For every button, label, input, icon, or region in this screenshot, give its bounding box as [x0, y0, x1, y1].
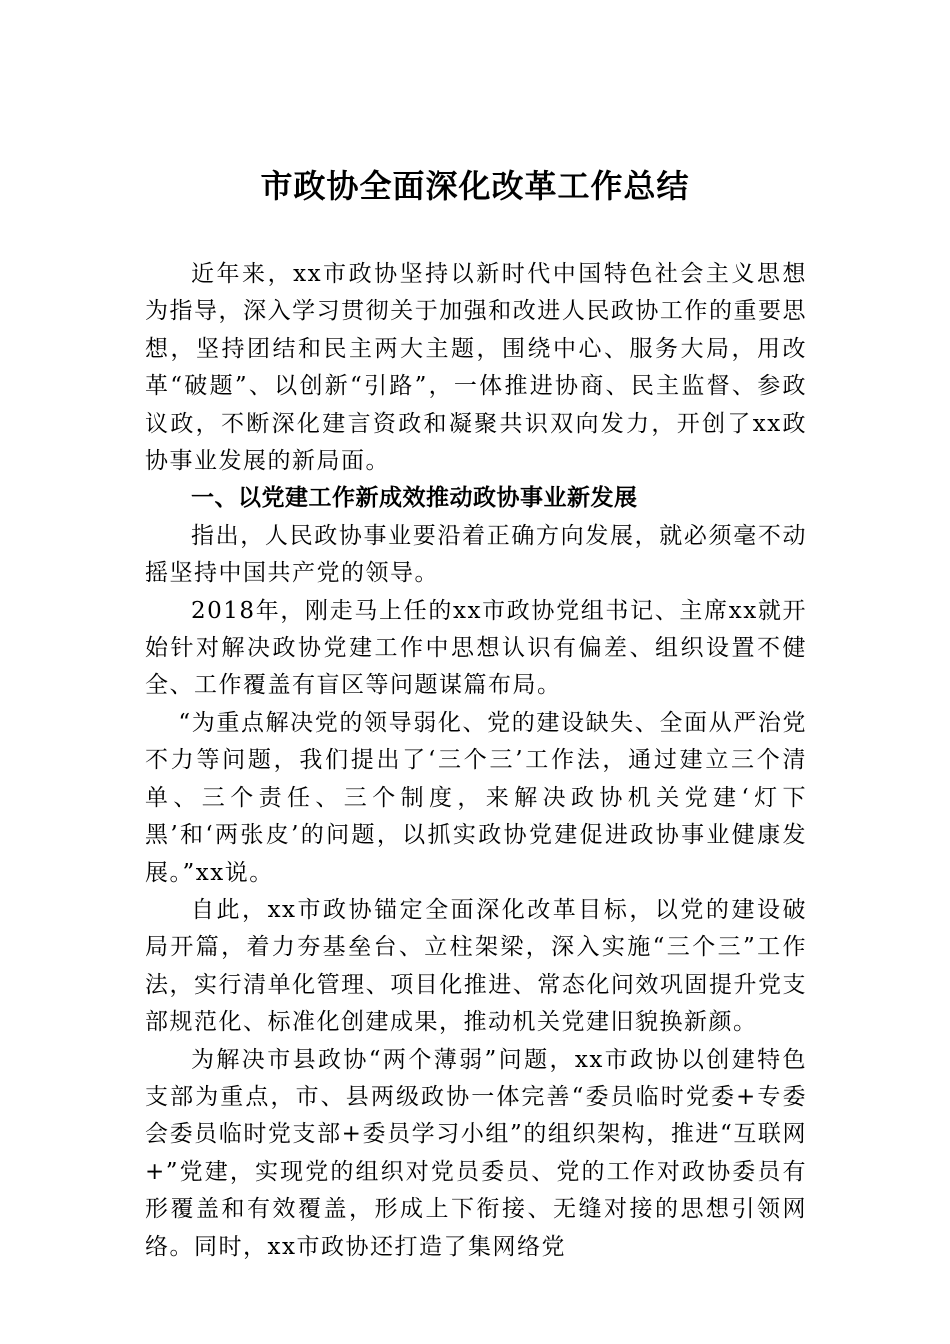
paragraph: 为解决市县政协“两个薄弱”问题，xx市政协以创建特色支部为重点，市、县两级政协一体完善“委员临时党委+专委会委员临时党支部+委员学习小组”的组织架构，推进“互联网+”党建，实现党的组织对党员委员、党的工作对政协委员有形覆盖和有效覆盖，形成上下衔接、无缝对接的思想引领网络。同时，xx市政协还打造了集网络党: [145, 1046, 807, 1260]
paragraph-intro: 近年来，xx市政协坚持以新时代中国特色社会主义思想为指导，深入学习贯彻关于加强和改进人民政协工作的重要思想，坚持团结和民主两大主题，围绕中心、服务大局，用改革“破题”、以创新“引路”，一体推进协商、民主监督、参政议政，不断深化建言资政和凝聚共识双向发力，开创了xx政协事业发展的新局面。: [145, 261, 807, 475]
section-heading-1: 一、以党建工作新成效推动政协事业新发展: [191, 485, 638, 512]
paragraph-quote: “为重点解决党的领导弱化、党的建设缺失、全面从严治党不力等问题，我们提出了‘三个三’工作法，通过建立三个清单、三个责任、三个制度，来解决政协机关党建‘灯下黑’和‘两张皮’的问题，以抓实政协党建促进政协事业健康发展。”xx说。: [145, 709, 807, 886]
paragraph: 自此，xx市政协锚定全面深化改革目标，以党的建设破局开篇，着力夯基垒台、立柱架梁，深入实施“三个三”工作法，实行清单化管理、项目化推进、常态化问效巩固提升党支部规范化、标准化创建成果，推动机关党建旧貌换新颜。: [145, 896, 807, 1036]
paragraph: 2018年，刚走马上任的xx市政协党组书记、主席xx就开始针对解决政协党建工作中思想认识有偏差、组织设置不健全、工作覆盖有盲区等问题谋篇布局。: [145, 597, 807, 699]
paragraph: 指出，人民政协事业要沿着正确方向发展，就必须毫不动摇坚持中国共产党的领导。: [145, 522, 807, 587]
document-body: [145, 256, 807, 1266]
document-title: 市政协全面深化改革工作总结: [260, 167, 690, 205]
